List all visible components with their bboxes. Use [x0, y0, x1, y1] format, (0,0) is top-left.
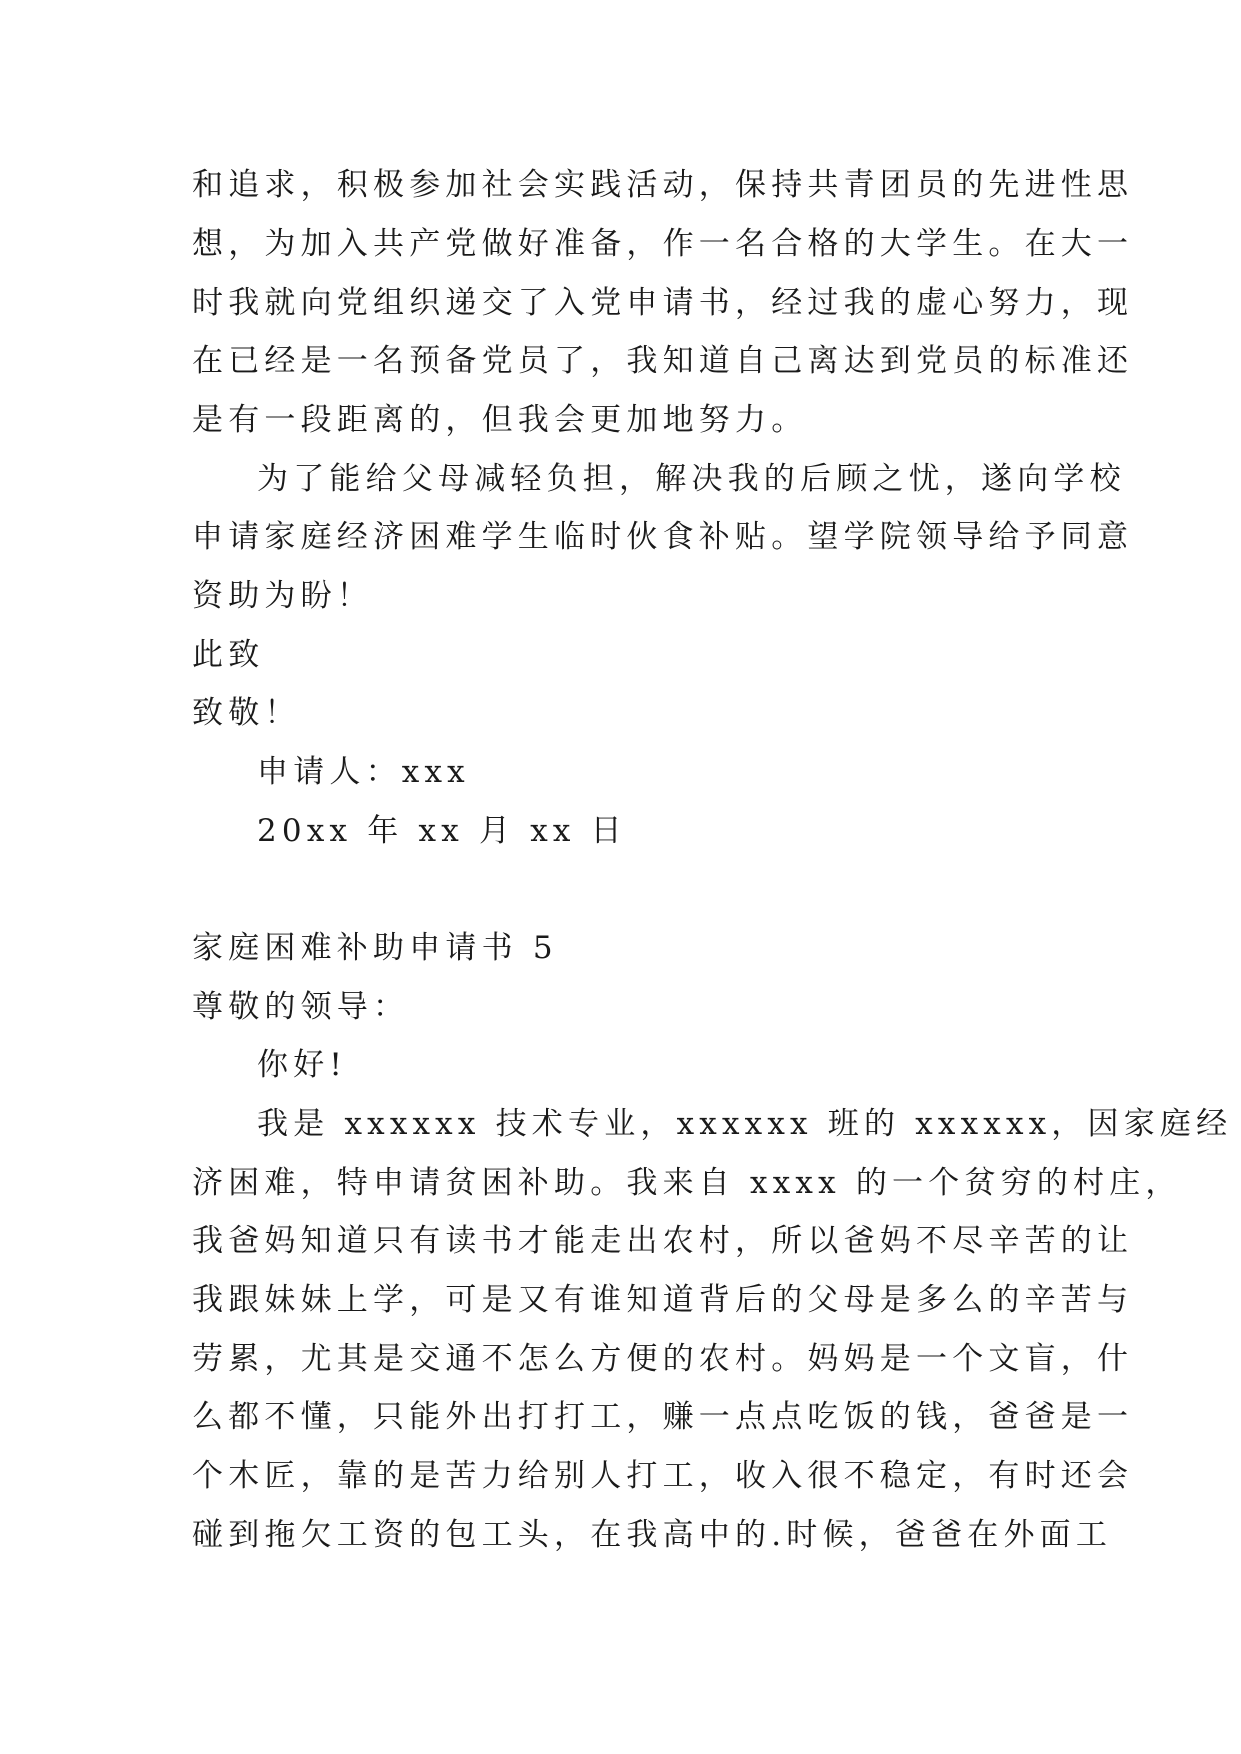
body-line: 么都不懂，只能外出打打工，赚一点点吃饭的钱，爸爸是一 — [192, 1399, 1134, 1435]
body-line: 为了能给父母减轻负担，解决我的后顾之忧，遂向学校 — [257, 461, 1126, 497]
body-line: 我爸妈知道只有读书才能走出农村，所以爸妈不尽辛苦的让 — [192, 1223, 1134, 1259]
greeting: 你好! — [257, 1047, 348, 1083]
body-line: 碰到拖欠工资的包工头，在我高中的.时候，爸爸在外面工 — [192, 1517, 1113, 1553]
section-title: 家庭困难补助申请书 5 — [192, 930, 558, 966]
body-line: 和追求，积极参加社会实践活动，保持共青团员的先进性思 — [192, 167, 1134, 203]
body-line: 是有一段距离的，但我会更加地努力。 — [192, 402, 808, 438]
body-line: 济困难，特申请贫困补助。我来自 xxxx 的一个贫穷的村庄， — [192, 1165, 1182, 1201]
body-line: 想，为加入共产党做好准备，作一名合格的大学生。在大一 — [192, 226, 1134, 262]
salutation: 尊敬的领导： — [192, 989, 410, 1025]
closing-line: 此致 — [192, 637, 265, 673]
body-line: 我是 xxxxxx 技术专业，xxxxxx 班的 xxxxxx，因家庭经 — [257, 1106, 1233, 1142]
body-line: 个木匠，靠的是苦力给别人打工，收入很不稳定，有时还会 — [192, 1458, 1134, 1494]
applicant-line: 申请人：xxx — [257, 754, 470, 790]
body-line: 劳累，尤其是交通不怎么方便的农村。妈妈是一个文盲，什 — [192, 1341, 1134, 1377]
body-line: 时我就向党组织递交了入党申请书，经过我的虚心努力，现 — [192, 285, 1134, 321]
body-line: 申请家庭经济困难学生临时伙食补贴。望学院领导给予同意 — [192, 519, 1134, 555]
closing-line: 致敬！ — [192, 695, 301, 731]
body-line: 在已经是一名预备党员了，我知道自己离达到党员的标准还 — [192, 343, 1134, 379]
date-line: 20xx 年 xx 月 xx 日 — [257, 813, 627, 849]
body-line: 资助为盼！ — [192, 578, 373, 614]
body-line: 我跟妹妹上学，可是又有谁知道背后的父母是多么的辛苦与 — [192, 1282, 1134, 1318]
